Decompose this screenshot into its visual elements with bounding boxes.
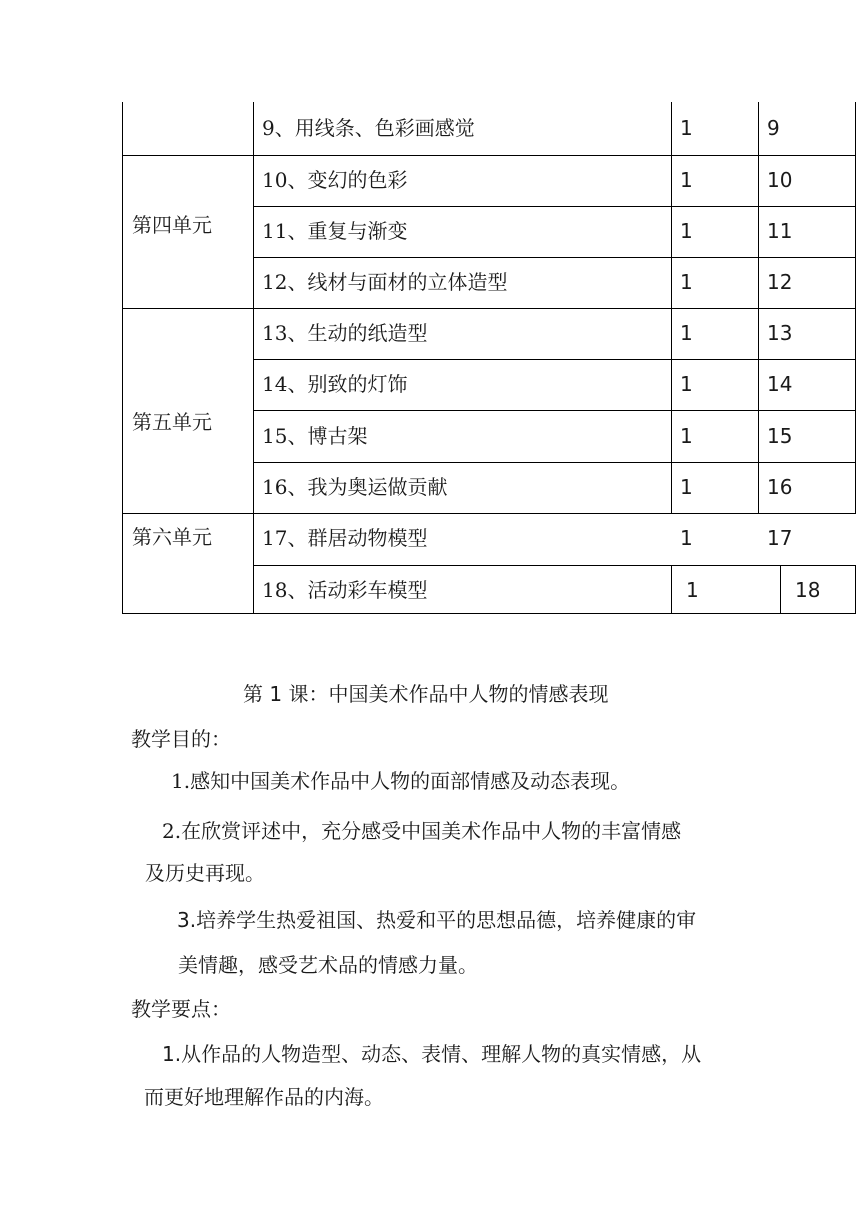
lesson-order: 18 <box>795 578 821 602</box>
lesson-name: 17、群居动物模型 <box>262 526 428 550</box>
table-border-right-last <box>855 565 856 614</box>
lesson-hours: 1 <box>680 475 693 499</box>
keypoint-1-line-1 <box>162 1041 701 1067</box>
lesson-order: 10 <box>767 168 793 192</box>
lesson-name: 10、变幻的色彩 <box>262 168 408 192</box>
lesson-name: 18、活动彩车模型 <box>262 578 428 602</box>
lesson-order: 17 <box>767 526 793 550</box>
lesson-title <box>243 681 608 707</box>
table-hline <box>122 513 856 514</box>
lesson-hours: 1 <box>680 424 693 448</box>
unit-label: 第五单元 <box>132 410 212 434</box>
lesson-hours: 1 <box>680 270 693 294</box>
lesson-hours: 1 <box>680 116 693 140</box>
lesson-hours: 1 <box>686 578 699 602</box>
lesson-hours: 1 <box>680 526 693 550</box>
keypoint-1-number: 1. <box>162 1042 182 1066</box>
keypoint-1-text: 从作品的人物造型、动态、表情、理解人物的真实情感，从 <box>181 1042 702 1066</box>
objective-2-line-1: 2.在欣赏评述中，充分感受中国美术作品中人物的丰富情感 <box>162 819 682 843</box>
keypoint-1-line-2: 而更好地理解作品的内海。 <box>144 1085 384 1109</box>
table-hline <box>253 565 856 566</box>
lesson-name: 11、重复与渐变 <box>262 219 408 243</box>
table-border-left <box>122 102 123 614</box>
lesson-name: 13、生动的纸造型 <box>262 321 428 345</box>
table-hline <box>122 308 856 309</box>
table-divider-order-last <box>780 565 781 614</box>
lesson-name: 16、我为奥运做贡献 <box>262 475 448 499</box>
lesson-order: 11 <box>767 219 793 243</box>
table-border-bottom <box>122 613 856 614</box>
lesson-hours: 1 <box>680 219 693 243</box>
lesson-title-text: 课：中国美术作品中人物的情感表现 <box>288 682 609 706</box>
lesson-name: 14、别致的灯饰 <box>262 372 408 396</box>
curriculum-table <box>122 102 856 614</box>
lesson-name: 9、用线条、色彩画感觉 <box>262 116 475 140</box>
objective-3-line-1 <box>177 907 696 933</box>
lesson-name: 15、博古架 <box>262 424 368 448</box>
lesson-name: 12、线材与面材的立体造型 <box>262 270 508 294</box>
objectives-heading: 教学目的： <box>131 727 231 751</box>
lesson-order: 13 <box>767 321 793 345</box>
table-hline <box>253 206 856 207</box>
objective-3-number: 3. <box>177 908 197 932</box>
objective-1: 1.感知中国美术作品中人物的面部情感及动态表现。 <box>171 769 631 793</box>
table-hline <box>253 410 856 411</box>
lesson-order: 14 <box>767 372 793 396</box>
lesson-hours: 1 <box>680 372 693 396</box>
objective-2-line-2: 及历史再现。 <box>145 861 265 885</box>
objective-3-text: 培养学生热爱祖国、热爱和平的思想品德，培养健康的审 <box>196 908 697 932</box>
objective-3-line-2: 美情趣，感受艺术品的情感力量。 <box>178 953 478 977</box>
lesson-order: 9 <box>767 116 780 140</box>
unit-label: 第六单元 <box>132 525 212 549</box>
table-divider-hours-last <box>671 565 672 614</box>
keypoints-heading: 教学要点： <box>131 997 231 1021</box>
lesson-title-number: 1 <box>269 682 283 706</box>
table-hline <box>122 155 856 156</box>
lesson-order: 15 <box>767 424 793 448</box>
lesson-title-prefix: 第 <box>243 682 263 706</box>
table-hline <box>253 257 856 258</box>
lesson-hours: 1 <box>680 321 693 345</box>
table-hline <box>253 359 856 360</box>
unit-label: 第四单元 <box>132 213 212 237</box>
lesson-hours: 1 <box>680 168 693 192</box>
lesson-order: 12 <box>767 270 793 294</box>
table-divider-unit <box>253 102 254 614</box>
lesson-order: 16 <box>767 475 793 499</box>
table-hline <box>253 462 856 463</box>
